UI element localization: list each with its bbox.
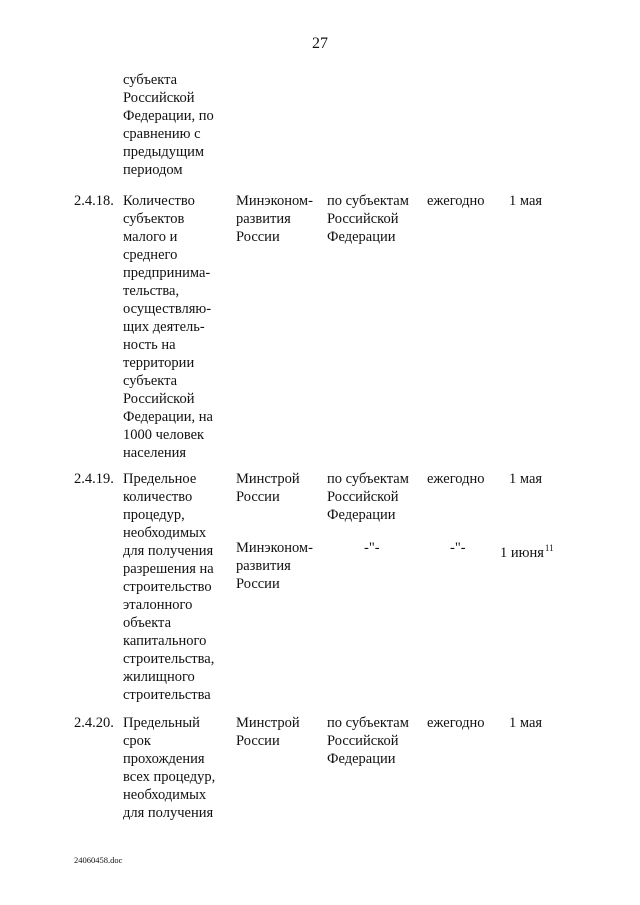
- frequency: ежегодно: [427, 715, 485, 731]
- row-number: 2.4.19.: [74, 471, 114, 487]
- indicator-description: Предельный срок прохождения всех процедур, необходимых для получения: [123, 715, 216, 821]
- frequency: ежегодно: [427, 471, 485, 487]
- responsible-agency: Минстрой России: [236, 471, 300, 505]
- responsible-agency-secondary: Минэконом- развития России: [236, 540, 313, 592]
- deadline: 1 мая: [509, 715, 543, 731]
- frequency: ежегодно: [427, 193, 485, 209]
- row-number: 2.4.20.: [74, 715, 114, 731]
- indicator-description: Предельное количество процедур, необходимых для получения разрешения на строительство эталонного объекта капитального строительства, жилищного строительства: [123, 471, 215, 703]
- ditto-mark-frequency: -"-: [450, 540, 466, 556]
- row-number: 2.4.18.: [74, 193, 114, 209]
- page-number: 27: [312, 35, 328, 52]
- continued-description: субъекта Российской Федерации, по сравнению с предыдущим периодом: [123, 72, 214, 178]
- breakdown-scope: по субъектам Российской Федерации: [327, 471, 409, 523]
- deadline-secondary: [500, 539, 554, 562]
- breakdown-scope: по субъектам Российской Федерации: [327, 193, 409, 245]
- ditto-mark-scope: -"-: [364, 540, 380, 556]
- footer-filename: 24060458.doc: [74, 855, 123, 865]
- footnote-marker: 11: [544, 543, 554, 553]
- deadline-secondary-text: 1 июня: [500, 545, 544, 561]
- indicator-description: Количество субъектов малого и среднего предпринима- тельства, осуществляю- щих деятель- ность на территории субъекта Российской Федерации, на 1000 человек населения: [123, 193, 213, 461]
- deadline: 1 мая: [509, 471, 543, 487]
- deadline: 1 мая: [509, 193, 543, 209]
- breakdown-scope: по субъектам Российской Федерации: [327, 715, 409, 767]
- responsible-agency: Минстрой России: [236, 715, 300, 749]
- responsible-agency: Минэконом- развития России: [236, 193, 313, 245]
